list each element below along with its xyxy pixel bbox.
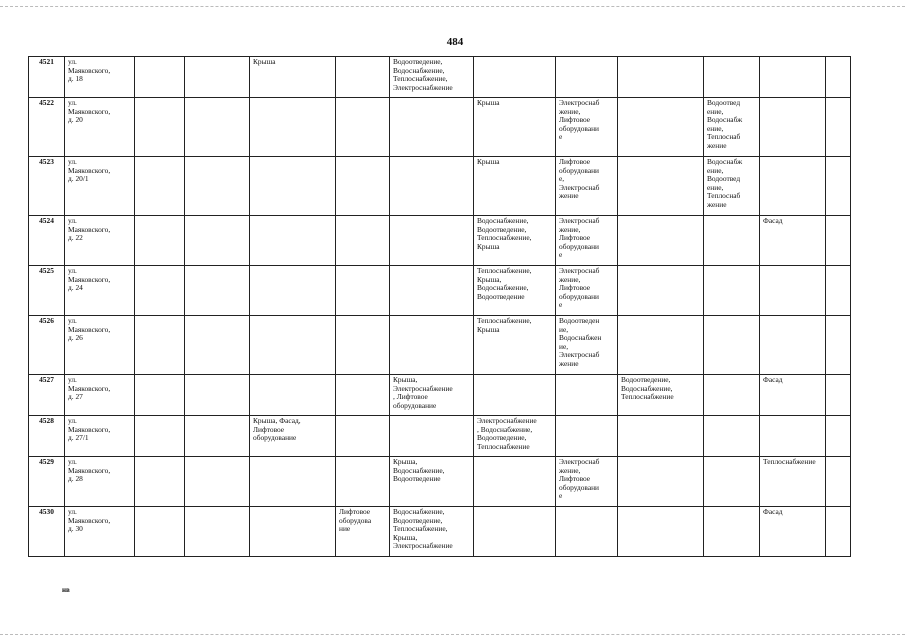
work-cell (185, 507, 250, 557)
work-cell: Крыша (474, 98, 556, 157)
address-cell: ул. Маяковского, д. 27/1 (65, 416, 135, 457)
work-cell (474, 57, 556, 98)
work-cell: Электроснаб жение, Лифтовое оборудовани е (556, 216, 618, 266)
record-number: 4530 (29, 507, 65, 557)
footer-initials: нв (62, 586, 70, 594)
table-row (29, 316, 851, 375)
work-cell (250, 457, 336, 507)
work-cell (826, 216, 851, 266)
address-cell: ул. Маяковского, д. 18 (65, 57, 135, 98)
record-number: 4528 (29, 416, 65, 457)
page-number: 484 (446, 36, 464, 48)
work-cell (135, 157, 185, 216)
work-cell (826, 266, 851, 316)
work-cell (185, 157, 250, 216)
register-table (28, 56, 851, 557)
work-cell (135, 416, 185, 457)
work-cell (826, 157, 851, 216)
work-cell (826, 316, 851, 375)
work-cell (618, 266, 704, 316)
work-cell (390, 316, 474, 375)
work-cell (185, 266, 250, 316)
address-cell: ул. Маяковского, д. 28 (65, 457, 135, 507)
work-cell: Водоотвед ение, Водоснабж ение, Теплоснаб жение (704, 98, 760, 157)
work-cell (618, 416, 704, 457)
work-cell (474, 375, 556, 416)
work-cell (826, 375, 851, 416)
work-cell (390, 416, 474, 457)
work-cell (185, 216, 250, 266)
work-cell: Крыша (250, 57, 336, 98)
work-cell: Электроснаб жение, Лифтовое оборудовани е (556, 98, 618, 157)
work-cell (618, 98, 704, 157)
record-number: 4529 (29, 457, 65, 507)
work-cell (474, 507, 556, 557)
work-cell (826, 98, 851, 157)
work-cell: Водоотведение, Водоснабжение, Теплоснабжение, Электроснабжение (390, 57, 474, 98)
work-cell (250, 216, 336, 266)
work-cell (618, 157, 704, 216)
address-cell: ул. Маяковского, д. 20/1 (65, 157, 135, 216)
work-cell: Фасад (760, 375, 826, 416)
table-row (29, 375, 851, 416)
work-cell (336, 57, 390, 98)
work-cell (760, 98, 826, 157)
work-cell (390, 216, 474, 266)
work-cell (618, 507, 704, 557)
work-cell (704, 375, 760, 416)
work-cell (474, 457, 556, 507)
work-cell (135, 98, 185, 157)
work-cell: Крыша, Водоснабжение, Водоотведение (390, 457, 474, 507)
work-cell (185, 98, 250, 157)
address-cell: ул. Маяковского, д. 26 (65, 316, 135, 375)
record-number: 4527 (29, 375, 65, 416)
work-cell (556, 57, 618, 98)
work-cell (336, 416, 390, 457)
address-cell: ул. Маяковского, д. 24 (65, 266, 135, 316)
work-cell: Электроснаб жение, Лифтовое оборудовани е (556, 457, 618, 507)
work-cell: Водоснабж ение, Водоотвед ение, Теплоснаб жение (704, 157, 760, 216)
work-cell (704, 216, 760, 266)
table-row (29, 57, 851, 98)
work-cell (250, 98, 336, 157)
work-cell (760, 416, 826, 457)
work-cell (336, 98, 390, 157)
address-cell: ул. Маяковского, д. 20 (65, 98, 135, 157)
record-number: 4524 (29, 216, 65, 266)
work-cell (704, 416, 760, 457)
work-cell: Фасад (760, 216, 826, 266)
work-cell: Электроснаб жение, Лифтовое оборудовани е (556, 266, 618, 316)
record-number: 4521 (29, 57, 65, 98)
work-cell: Водоотведен ие, Водоснабжен ие, Электроснаб жение (556, 316, 618, 375)
work-cell: Водоотведение, Водоснабжение, Теплоснабжение (618, 375, 704, 416)
work-cell (760, 266, 826, 316)
work-cell (250, 157, 336, 216)
work-cell (704, 457, 760, 507)
work-cell (556, 507, 618, 557)
address-cell: ул. Маяковского, д. 27 (65, 375, 135, 416)
table-row (29, 216, 851, 266)
work-cell (250, 375, 336, 416)
work-cell (618, 216, 704, 266)
work-cell (618, 316, 704, 375)
work-cell (336, 375, 390, 416)
scan-top-edge (0, 6, 905, 7)
work-cell (704, 57, 760, 98)
address-cell: ул. Маяковского, д. 30 (65, 507, 135, 557)
work-cell (704, 316, 760, 375)
work-cell (618, 457, 704, 507)
work-cell (390, 266, 474, 316)
record-number: 4523 (29, 157, 65, 216)
work-cell: Электроснабжение , Водоснабжение, Водоотведение, Теплоснабжение (474, 416, 556, 457)
table-row (29, 507, 851, 557)
work-cell (336, 457, 390, 507)
work-cell (336, 157, 390, 216)
work-cell (390, 98, 474, 157)
address-cell: ул. Маяковского, д. 22 (65, 216, 135, 266)
table-row (29, 157, 851, 216)
work-cell: Теплоснабжение, Крыша, Водоснабжение, Водоотведение (474, 266, 556, 316)
work-cell (135, 57, 185, 98)
scan-bottom-edge (0, 634, 905, 635)
work-cell: Водоснабжение, Водоотведение, Теплоснабжение, Крыша (474, 216, 556, 266)
table-row (29, 457, 851, 507)
work-cell: Водоснабжение, Водоотведение, Теплоснабжение, Крыша, Электроснабжение (390, 507, 474, 557)
work-cell (760, 316, 826, 375)
work-cell (826, 457, 851, 507)
work-cell (185, 316, 250, 375)
work-cell (250, 507, 336, 557)
table-row (29, 266, 851, 316)
work-cell (135, 316, 185, 375)
record-number: 4525 (29, 266, 65, 316)
work-cell (826, 57, 851, 98)
work-cell (336, 266, 390, 316)
work-cell (556, 375, 618, 416)
work-cell (760, 57, 826, 98)
work-cell (760, 157, 826, 216)
work-cell (135, 375, 185, 416)
work-cell (135, 507, 185, 557)
record-number: 4526 (29, 316, 65, 375)
work-cell: Лифтовое оборудовани е, Электроснаб жение (556, 157, 618, 216)
work-cell (826, 416, 851, 457)
work-cell (390, 157, 474, 216)
work-cell: Крыша, Электроснабжение , Лифтовое оборудование (390, 375, 474, 416)
work-cell (556, 416, 618, 457)
work-cell (336, 316, 390, 375)
work-cell (704, 266, 760, 316)
work-cell: Фасад (760, 507, 826, 557)
work-cell (185, 457, 250, 507)
work-cell (704, 507, 760, 557)
work-cell (135, 457, 185, 507)
work-cell: Теплоснабжение, Крыша (474, 316, 556, 375)
register-table-body (29, 57, 851, 557)
record-number: 4522 (29, 98, 65, 157)
work-cell (135, 266, 185, 316)
work-cell (250, 316, 336, 375)
work-cell (185, 416, 250, 457)
work-cell: Крыша (474, 157, 556, 216)
work-cell: Лифтовое оборудова ние (336, 507, 390, 557)
work-cell (185, 57, 250, 98)
work-cell (135, 216, 185, 266)
work-cell: Теплоснабжение (760, 457, 826, 507)
work-cell (618, 57, 704, 98)
table-row (29, 98, 851, 157)
work-cell (250, 266, 336, 316)
table-row (29, 416, 851, 457)
work-cell (826, 507, 851, 557)
work-cell (336, 216, 390, 266)
work-cell: Крыша, Фасад, Лифтовое оборудование (250, 416, 336, 457)
work-cell (185, 375, 250, 416)
